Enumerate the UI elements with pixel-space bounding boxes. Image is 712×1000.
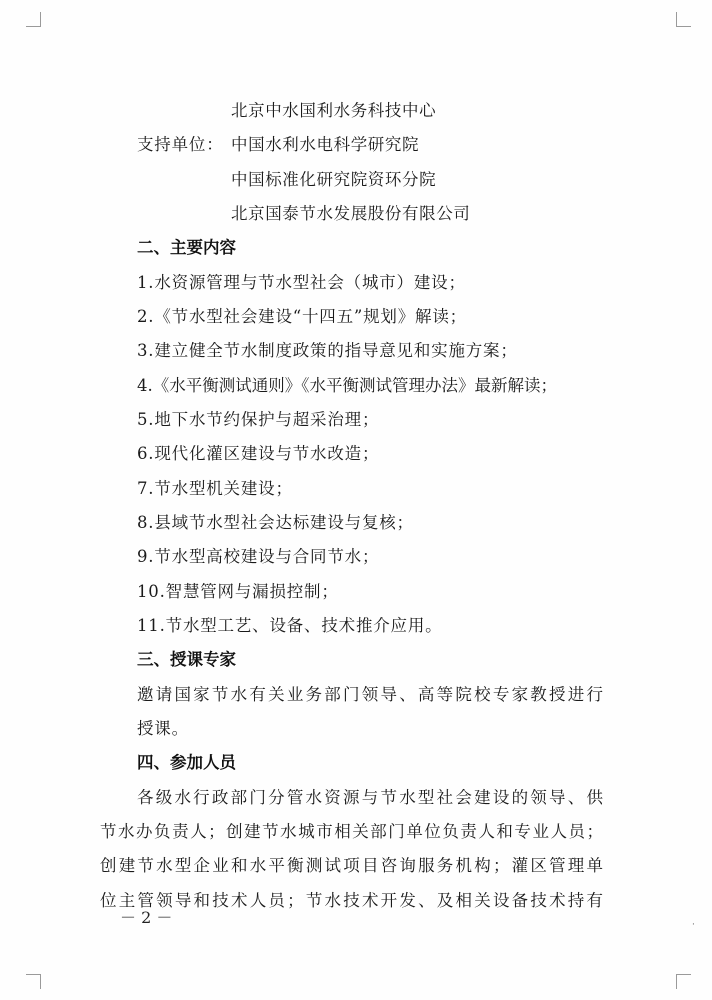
scan-speck: · (692, 920, 695, 930)
list-item: 10.智慧管网与漏损控制； (137, 582, 339, 601)
list-item: 2.《节水型社会建设“十四五”规划》解读； (137, 307, 467, 326)
list-item: 6.现代化灌区建设与节水改造； (137, 444, 380, 463)
support-units-label: 支持单位： (137, 135, 224, 154)
list-item: 11.节水型工艺、设备、技术推介应用。 (137, 616, 443, 635)
paragraph-line: 位主管领导和技术人员；节水技术开发、及相关设备技术持有 (100, 891, 603, 910)
crop-mark-bottom-left (26, 974, 41, 989)
support-unit-1: 中国水利水电科学研究院 (231, 135, 420, 154)
list-item: 1.水资源管理与节水型社会（城市）建设； (137, 273, 466, 292)
list-item: 8.县域节水型社会达标建设与复核； (137, 513, 414, 532)
crop-mark-bottom-right (676, 974, 691, 989)
section-heading-participants: 四、参加人员 (137, 753, 236, 772)
list-item: 7.节水型机关建设； (137, 479, 293, 498)
paragraph-line: 创建节水型企业和水平衡测试项目咨询服务机构；灌区管理单 (100, 856, 603, 875)
paragraph-line: 各级水行政部门分管水资源与节水型社会建设的领导、供 (137, 788, 603, 807)
paragraph-line: 节水办负责人；创建节水城市相关部门单位负责人和专业人员； (100, 822, 603, 841)
list-item: 3.建立健全节水制度政策的指导意见和实施方案； (137, 341, 518, 360)
list-item: 4.《水平衡测试通则》《水平衡测试管理办法》最新解读； (137, 376, 557, 395)
crop-mark-top-right (676, 12, 691, 27)
support-unit-2: 中国标准化研究院资环分院 (231, 170, 437, 189)
crop-mark-top-left (26, 12, 41, 27)
organizer-line: 北京中水国利水务科技中心 (231, 101, 437, 120)
support-unit-3: 北京国泰节水发展股份有限公司 (231, 204, 471, 223)
paragraph-line: 邀请国家节水有关业务部门领导、高等院校专家教授进行 (137, 685, 603, 704)
list-item: 9.节水型高校建设与合同节水； (137, 547, 380, 566)
paragraph-line: 授课。 (137, 719, 189, 738)
list-item: 5.地下水节约保护与超采治理； (137, 410, 380, 429)
page-number: － 2 － (120, 908, 173, 927)
section-heading-main-content: 二、主要内容 (137, 238, 236, 257)
section-heading-lecturers: 三、授课专家 (137, 650, 236, 669)
